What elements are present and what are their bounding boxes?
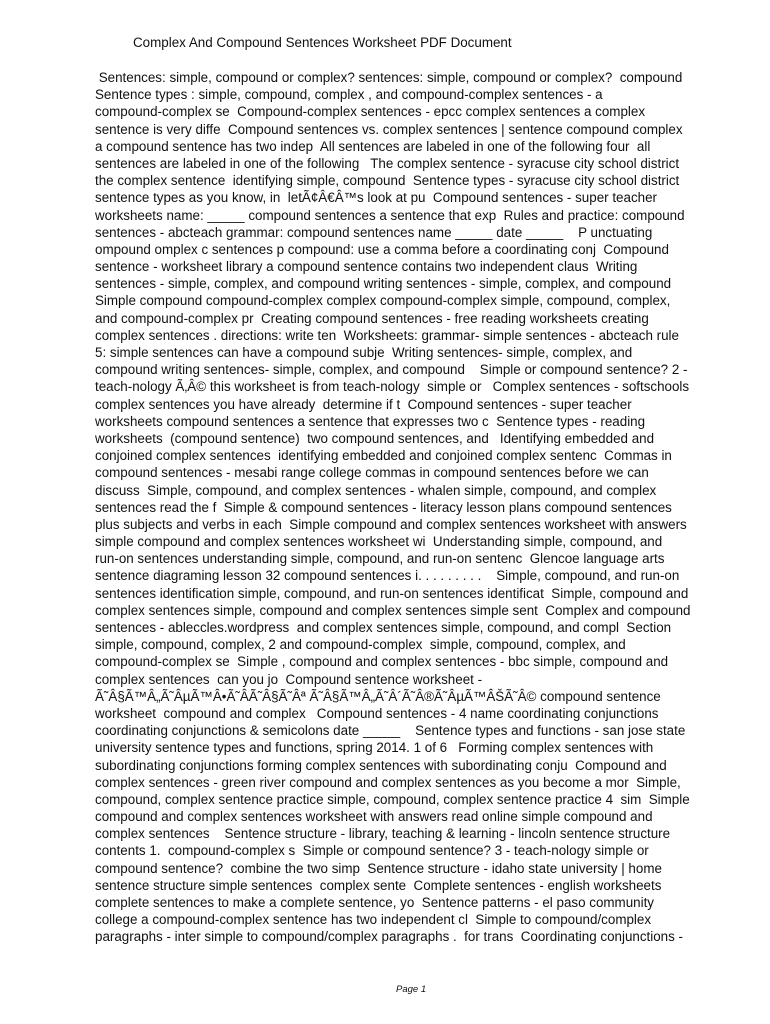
text-line: sentence - worksheet library a compound sentence contains two independent claus Writing <box>95 259 638 275</box>
text-line: Ã˜Â§Ã™Â„Ã˜ÂµÃ™Â•Ã˜ÂÃ˜Â§Ã˜Âª Ã˜Â§Ã™Â„Ã˜Â´Ã˜Â®Ã˜ÂµÃ™ÂŠÃ˜Â© compound sentence <box>95 688 661 704</box>
text-line: complex sentences - green river compound and complex sentences as you become a mor Simple, <box>95 774 681 790</box>
text-line: plus subjects and verbs in each Simple compound and complex sentences worksheet with answers <box>95 516 687 532</box>
text-line: contents 1. compound-complex s Simple or compound sentence? 3 - teach-nology simple or <box>95 843 649 859</box>
text-line: worksheets compound sentences a sentence that expresses two c Sentence types - reading <box>95 413 646 429</box>
text-line: Simple compound compound-complex complex compound-complex simple, compound, complex, <box>95 293 671 309</box>
text-line: teach-nology Ã‚Â© this worksheet is from teach-nology simple or Complex sentences - softschools <box>95 379 690 395</box>
text-line: and compound-complex pr Creating compound sentences - free reading worksheets creating <box>95 310 649 326</box>
text-line: coordinating conjunctions & semicolons date _____ Sentence types and functions - san jose state <box>95 723 686 739</box>
text-line: sentences are labeled in one of the following The complex sentence - syracuse city school district <box>95 155 680 171</box>
text-line: a compound sentence has two indep All sentences are labeled in one of the following four all <box>95 138 651 154</box>
text-line: compound-complex se Compound-complex sentences - epcc complex sentences a complex <box>95 104 646 120</box>
document-body <box>95 69 735 946</box>
text-line: complex sentences can you jo Compound sentence worksheet - <box>95 671 483 687</box>
text-line: Sentences: simple, compound or complex? sentences: simple, compound or complex? compound <box>95 70 683 85</box>
text-line: complex sentences . directions: write ten Worksheets: grammar- simple sentences - abcteach rule <box>95 327 679 343</box>
text-line: complex sentences you have already determine if t Compound sentences - super teacher <box>95 396 632 412</box>
text-line: sentence types as you know, in letÃ¢Â€Â™s look at pu Compound sentences - super teacher <box>95 190 657 206</box>
text-line: discuss Simple, compound, and complex sentences - whalen simple, compound, and complex <box>95 482 657 498</box>
text-line: sentences - abcteach grammar: compound sentences name _____ date _____ P unctuating <box>95 224 653 240</box>
document-title: Complex And Compound Sentences Worksheet PDF Document <box>133 35 512 50</box>
text-line: simple compound and complex sentences worksheet wi Understanding simple, compound, and <box>95 534 663 550</box>
text-line: sentence is very diffe Compound sentences vs. complex sentences | sentence compound complex <box>95 121 683 137</box>
text-line: compound sentences - mesabi range college commas in compound sentences before we can <box>95 465 649 481</box>
text-line: run-on sentences understanding simple, compound, and run-on sentenc Glencoe language arts <box>95 551 665 567</box>
text-line: university sentence types and functions, spring 2014. 1 of 6 Forming complex sentences with <box>95 740 654 756</box>
text-line: complex sentences simple, compound and complex sentences simple sent Complex and compound <box>95 602 691 618</box>
text-line: paragraphs - inter simple to compound/complex paragraphs . for trans Coordinating conjunctions - <box>95 929 684 945</box>
text-line: compound writing sentences- simple, complex, and compound Simple or compound sentence? 2 - <box>95 362 688 378</box>
text-line: the complex sentence identifying simple, compound Sentence types - syracuse city school district <box>95 173 680 189</box>
text-line: worksheets name: _____ compound sentences a sentence that exp Rules and practice: compound <box>95 207 685 223</box>
text-line: simple, compound, complex, 2 and compound-complex simple, compound, complex, and <box>95 637 626 653</box>
text-line: worksheet compound and complex Compound sentences - 4 name coordinating conjunctions <box>95 705 659 721</box>
text-line: college a compound-complex sentence has two independent cl Simple to compound/complex <box>95 912 652 928</box>
text-line: 5: simple sentences can have a compound subje Writing sentences- simple, complex, and <box>95 345 633 360</box>
text-line: worksheets (compound sentence) two compound sentences, and Identifying embedded and <box>95 430 655 446</box>
text-line: compound and complex sentences worksheet with answers read online simple compound and <box>95 809 653 825</box>
text-line: sentence structure simple sentences complex sente Complete sentences - english worksheets <box>95 877 662 893</box>
text-line: sentence diagraming lesson 32 compound sentences i. . . . . . . . . Simple, compound, and run-on <box>95 568 680 584</box>
text-line: sentences - ableccles.wordpress and complex sentences simple, compound, and compl Section <box>95 620 672 635</box>
text-line: complex sentences Sentence structure - library, teaching & learning - lincoln sentence structure <box>95 826 671 842</box>
text-line: conjoined complex sentences identifying embedded and conjoined complex sentenc Commas in <box>95 448 672 464</box>
text-line: compound-complex se Simple , compound and complex sentences - bbc simple, compound and <box>95 654 669 670</box>
text-line: subordinating conjunctions forming complex sentences with subordinating conju Compound and <box>95 757 667 773</box>
text-line: compound, complex sentence practice simple, compound, complex sentence practice 4 sim Simple <box>95 791 690 807</box>
text-line: sentences identification simple, compound, and run-on sentences identificat Simple, compound and <box>95 585 689 601</box>
text-line: complete sentences to make a complete sentence, yo Sentence patterns - el paso community <box>95 895 654 910</box>
page-number: Page 1 <box>396 984 427 995</box>
text-line: Sentence types : simple, compound, complex , and compound-complex sentences - a <box>95 87 603 103</box>
text-line: sentences read the f Simple & compound sentences - literacy lesson plans compound sentences <box>95 499 672 515</box>
text-line: ompound omplex c sentences p compound: use a comma before a coordinating conj Compound <box>95 241 669 257</box>
text-line: sentences - simple, complex, and compound writing sentences - simple, complex, and compound <box>95 276 672 292</box>
text-line: compound sentence? combine the two simp Sentence structure - idaho state university | home <box>95 860 662 876</box>
